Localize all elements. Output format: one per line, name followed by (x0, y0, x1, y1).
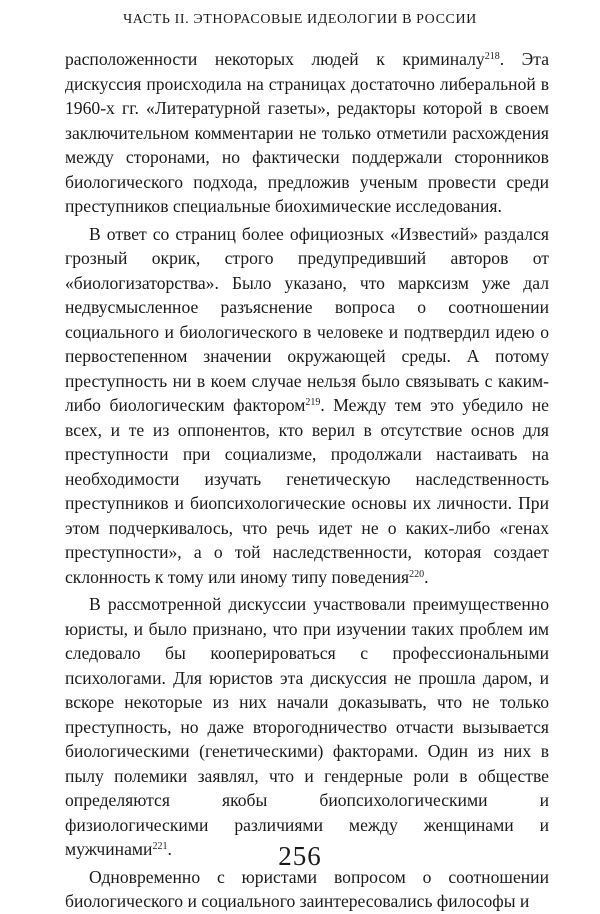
paragraph-2 (65, 222, 549, 590)
body-text (65, 47, 549, 914)
paragraph-text: . Эта дискуссия происходила на страницах достаточно либеральной в 1960-х гг. «Литературной газеты», редакторы которой в своем заключительном комментарии не только отметили расхождения между сторонами, но фактически поддержали сторонников биологического подхода, предложив ученым провести среди преступников специальные биохимические исследования. (65, 49, 550, 216)
paragraph-1 (65, 47, 549, 219)
paragraph-text: расположенности некоторых людей к криминалу (65, 49, 485, 69)
paragraph-text: Одновременно с юристами вопросом о соотношении биологического и социального заинтересовались философы и (65, 866, 549, 911)
page-number: 256 (278, 841, 322, 871)
footnote-ref[interactable]: 218 (484, 51, 500, 62)
running-head: ЧАСТЬ II. ЭТНОРАСОВЫЕ ИДЕОЛОГИИ В РОССИИ (123, 12, 477, 27)
paragraph-text: . Между тем это убедило не всех, и те из оппонентов, кто верил в отсутствие основ для преступности при социализме, продолжали настаивать на необходимости изучать генетическую наследственность преступников и биопсихологические основы их личности. При этом подчеркивалось, что речь идет не о каких-либо «генах преступности», а о той наследственности, которая создает склонность к тому или иному типу поведения (65, 395, 549, 587)
paragraph-text: В ответ со страниц более официозных «Известий» раздался грозный окрик, строго предупредивший авторов от «биологизаторства». Было указано, что марксизм уже дал недвусмысленное разъяснение вопроса о соотношении социального и биологического в человеке и подтвердил идею о первостепенном значении окружающей среды. А потому преступность ни в коем случае нельзя было связывать с каким-либо биологическим фактором (65, 223, 549, 415)
paragraph-3 (65, 592, 549, 862)
paragraph-text: . (167, 839, 172, 859)
paragraph-text: . (424, 566, 429, 587)
footnote-ref[interactable]: 221 (152, 841, 168, 852)
paragraph-text: В рассмотренной дискуссии участвовали преимущественно юристы, и было признано, что при изучении таких проблем им следовало бы кооперироваться с профессиональными психологами. Для юристов эта дискуссия не прошла даром, и вскоре некоторые из них начали доказывать, что не только преступность, но даже второгодничество отчасти вызывается биологическими (генетическими) факторами. Один из них в пылу полемики заявлял, что и гендерные роли в обществе определяются якобы биопсихологическими и физиологическими различиями между женщинами и мужчинами (65, 594, 549, 859)
footnote-ref[interactable]: 219 (305, 397, 321, 408)
footnote-ref[interactable]: 220 (409, 568, 425, 580)
